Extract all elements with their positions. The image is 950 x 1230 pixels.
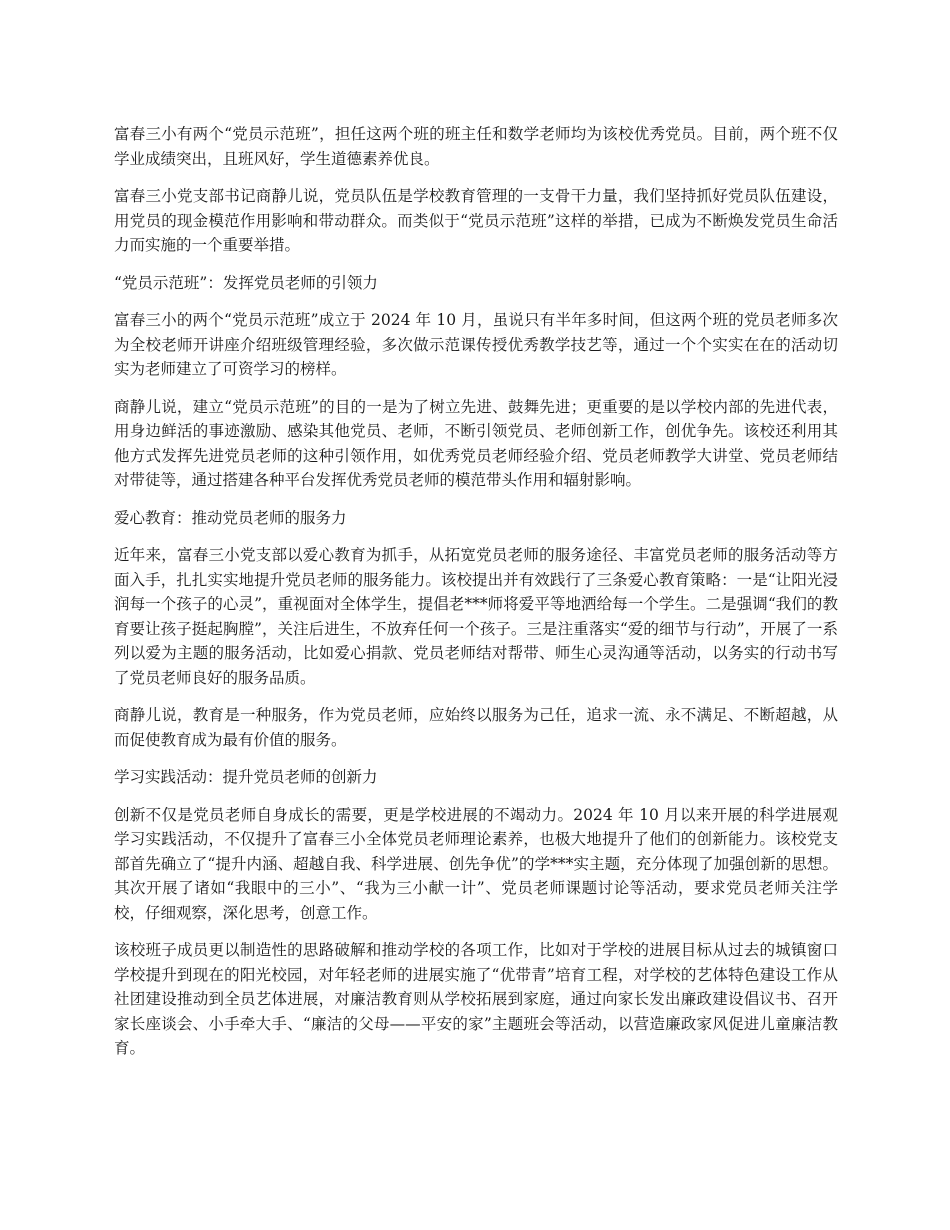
document-body (114, 122, 838, 1074)
paragraph: 近年来，富春三小党支部以爱心教育为抓手，从拓宽党员老师的服务途径、丰富党员老师的服务活动等方面入手，扎扎实实地提升党员老师的服务能力。该校提出并有效践行了三条爱心教育策略：一是“让阳光浸润每一个孩子的心灵”，重视面对全体学生，提倡老***师将爱平等地洒给每一个学生。二是强调“我们的教育要让孩子挺起胸膛”，关注后进生，不放弃任何一个孩子。三是注重落实“爱的细节与行动”，开展了一系列以爱为主题的服务活动，比如爱心捐款、党员老师结对帮带、师生心灵沟通等活动，以务实的行动书写了党员老师良好的服务品质。 (114, 546, 838, 687)
paragraph: 富春三小党支部书记商静儿说，党员队伍是学校教育管理的一支骨干力量，我们坚持抓好党员队伍建设，用党员的现金模范作用影响和带动群众。而类似于“党员示范班”这样的举措，已成为不断焕发党员生命活力而实施的一个重要举措。 (114, 187, 838, 254)
paragraph: 该校班子成员更以制造性的思路破解和推动学校的各项工作，比如对于学校的进展目标从过去的城镇窗口学校提升到现在的阳光校园，对年轻老师的进展实施了“优带青”培育工程，对学校的艺体特色建设工作从社团建设推动到全员艺体进展，对廉洁教育则从学校拓展到家庭，通过向家长发出廉政建设倡议书、召开家长座谈会、小手牵大手、“廉洁的父母——平安的家”主题班会等活动，以营造廉政家风促进儿童廉洁教育。 (114, 941, 838, 1057)
paragraph: 创新不仅是党员老师自身成长的需要，更是学校进展的不竭动力。2024 年 10 月以来开展的科学进展观学习实践活动，不仅提升了富春三小全体党员老师理论素养，也极大地提升了他们的创新能力。该校党支部首先确立了“提升内涵、超越自我、科学进展、创先争优”的学***实主题，充分体现了加强创新的思想。其次开展了诸如“我眼中的三小”、“我为三小献一计”、党员老师课题讨论等活动，要求党员老师关注学校，仔细观察，深化思考，创意工作。 (114, 805, 838, 922)
paragraph: 富春三小的两个“党员示范班”成立于 2024 年 10 月，虽说只有半年多时间，但这两个班的党员老师多次为全校老师开讲座介绍班级管理经验，多次做示范课传授优秀教学技艺等，通过一个个实实在在的活动切实为老师建立了可资学习的榜样。 (114, 311, 838, 378)
section-heading: 学习实践活动：提升党员老师的创新力 (114, 768, 378, 786)
paragraph: 商静儿说，教育是一种服务，作为党员老师，应始终以服务为己任，追求一流、永不满足、不断超越，从而促使教育成为最有价值的服务。 (114, 706, 838, 749)
section-heading: 爱心教育：推动党员老师的服务力 (114, 508, 347, 527)
paragraph: 商静儿说，建立“党员示范班”的目的一是为了树立先进、鼓舞先进；更重要的是以学校内部的先进代表，用身边鲜活的事迹激励、感染其他党员、老师，不断引领党员、老师创新工作，创优争先。该校还利用其他方式发挥先进党员老师的这种引领作用，如优秀党员老师经验介绍、党员老师教学大讲堂、党员老师结对带徒等，通过搭建各种平台发挥优秀党员老师的模范带头作用和辐射影响。 (114, 397, 838, 489)
section-heading: “党员示范班”：发挥党员老师的引领力 (114, 273, 378, 292)
paragraph: 富春三小有两个“党员示范班”，担任这两个班的班主任和数学老师均为该校优秀党员。目前，两个班不仅学业成绩突出，且班风好，学生道德素养优良。 (114, 125, 838, 168)
